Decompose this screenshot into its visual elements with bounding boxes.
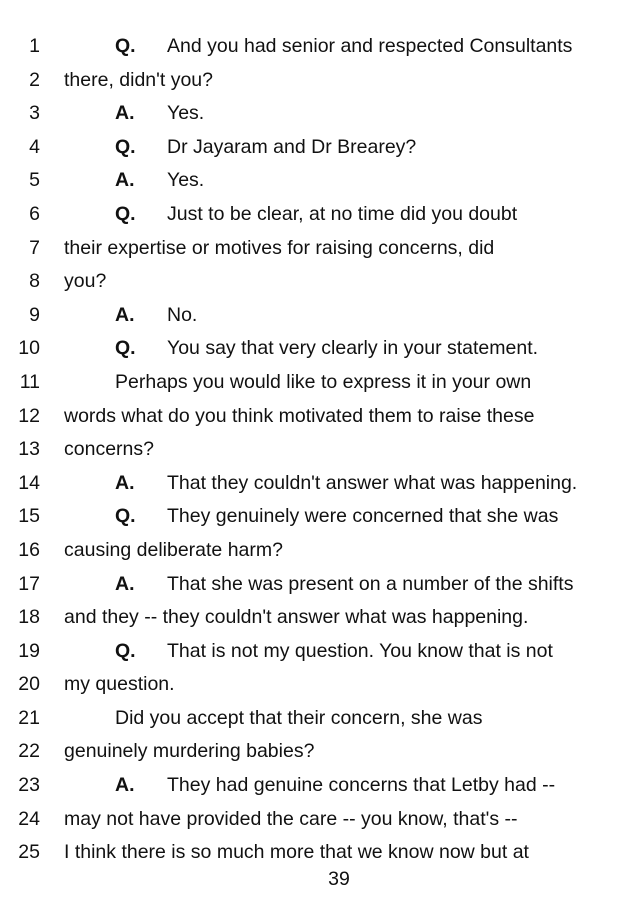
transcript-line: [0, 836, 629, 870]
speaker-label: A.: [115, 774, 135, 797]
speaker-label: A.: [115, 471, 135, 494]
line-number: 11: [19, 370, 40, 393]
transcript-line: [0, 568, 629, 602]
line-number: 15: [18, 505, 40, 528]
line-number: 9: [29, 303, 40, 326]
line-text: you?: [64, 270, 107, 293]
transcript-line: [0, 769, 629, 803]
line-text: Did you accept that their concern, she was: [115, 706, 483, 729]
line-text: there, didn't you?: [64, 68, 213, 91]
line-text: Just to be clear, at no time did you doubt: [167, 202, 518, 225]
transcript-line: [0, 400, 629, 434]
line-number: 12: [18, 404, 40, 427]
line-text: No.: [167, 303, 198, 326]
line-number: 17: [18, 572, 40, 595]
transcript-line: [0, 467, 629, 501]
line-number: 8: [29, 270, 40, 293]
line-number: 2: [29, 68, 40, 91]
transcript-line: [0, 198, 629, 232]
speaker-label: Q.: [115, 135, 136, 158]
speaker-label: A.: [115, 572, 135, 595]
line-text: They had genuine concerns that Letby had --: [167, 774, 556, 797]
transcript-line: [0, 500, 629, 534]
transcript-lines: [0, 30, 629, 870]
transcript-line: [0, 668, 629, 702]
transcript-line: [0, 265, 629, 299]
line-text: They genuinely were concerned that she was: [167, 505, 559, 528]
transcript-line: [0, 803, 629, 837]
speaker-label: A.: [115, 169, 135, 192]
line-text: and they -- they couldn't answer what was happening.: [64, 606, 529, 629]
line-text: concerns?: [64, 438, 154, 461]
line-text: That is not my question. You know that is not: [167, 639, 553, 662]
line-number: 25: [18, 841, 40, 864]
transcript-line: [0, 299, 629, 333]
line-number: 21: [18, 706, 40, 729]
line-text: may not have provided the care -- you know, that's --: [64, 807, 518, 830]
transcript-line: [0, 131, 629, 165]
transcript-line: [0, 97, 629, 131]
line-text: words what do you think motivated them to raise these: [64, 404, 535, 427]
line-text: That they couldn't answer what was happening.: [167, 471, 578, 494]
line-text: genuinely murdering babies?: [64, 740, 315, 763]
page-number: 39: [328, 868, 350, 890]
line-text: That she was present on a number of the shifts: [167, 572, 574, 595]
line-text: their expertise or motives for raising concerns, did: [64, 236, 495, 259]
line-text: Perhaps you would like to express it in your own: [115, 370, 532, 393]
line-text: causing deliberate harm?: [64, 538, 283, 561]
transcript-line: [0, 534, 629, 568]
line-number: 24: [18, 807, 40, 830]
speaker-label: Q.: [115, 35, 136, 57]
line-text: Yes.: [167, 102, 205, 125]
line-number: 18: [18, 606, 40, 629]
speaker-label: Q.: [115, 337, 136, 360]
transcript-line: [0, 601, 629, 635]
line-number: 5: [29, 169, 40, 192]
transcript-line: [0, 735, 629, 769]
transcript-line: [0, 64, 629, 98]
line-number: 19: [18, 639, 40, 662]
line-number: 13: [18, 438, 40, 461]
transcript-line: [0, 164, 629, 198]
transcript-line: [0, 433, 629, 467]
transcript-line: [0, 702, 629, 736]
speaker-label: Q.: [115, 505, 136, 528]
transcript-line: [0, 635, 629, 669]
transcript-line: [0, 30, 629, 64]
line-text: my question.: [64, 673, 175, 696]
line-number: 22: [18, 740, 40, 763]
line-number: 14: [18, 471, 40, 494]
transcript-line: [0, 366, 629, 400]
line-text: You say that very clearly in your statement.: [167, 337, 539, 360]
line-number: 23: [18, 774, 40, 797]
speaker-label: Q.: [115, 202, 136, 225]
transcript-line: [0, 232, 629, 266]
line-number: 7: [29, 236, 40, 259]
line-text: I think there is so much more that we know now but at: [64, 841, 529, 864]
transcript-line: [0, 332, 629, 366]
line-number: 1: [29, 35, 40, 57]
line-number: 3: [29, 102, 40, 125]
line-text: Dr Jayaram and Dr Brearey?: [167, 135, 417, 158]
line-number: 20: [18, 673, 40, 696]
line-number: 16: [18, 538, 40, 561]
line-number: 4: [29, 135, 40, 158]
line-number: 6: [29, 202, 40, 225]
speaker-label: A.: [115, 303, 135, 326]
line-text: And you had senior and respected Consultants: [167, 35, 573, 57]
speaker-label: Q.: [115, 639, 136, 662]
line-text: Yes.: [167, 169, 205, 192]
line-number: 10: [18, 337, 40, 360]
speaker-label: A.: [115, 102, 135, 125]
